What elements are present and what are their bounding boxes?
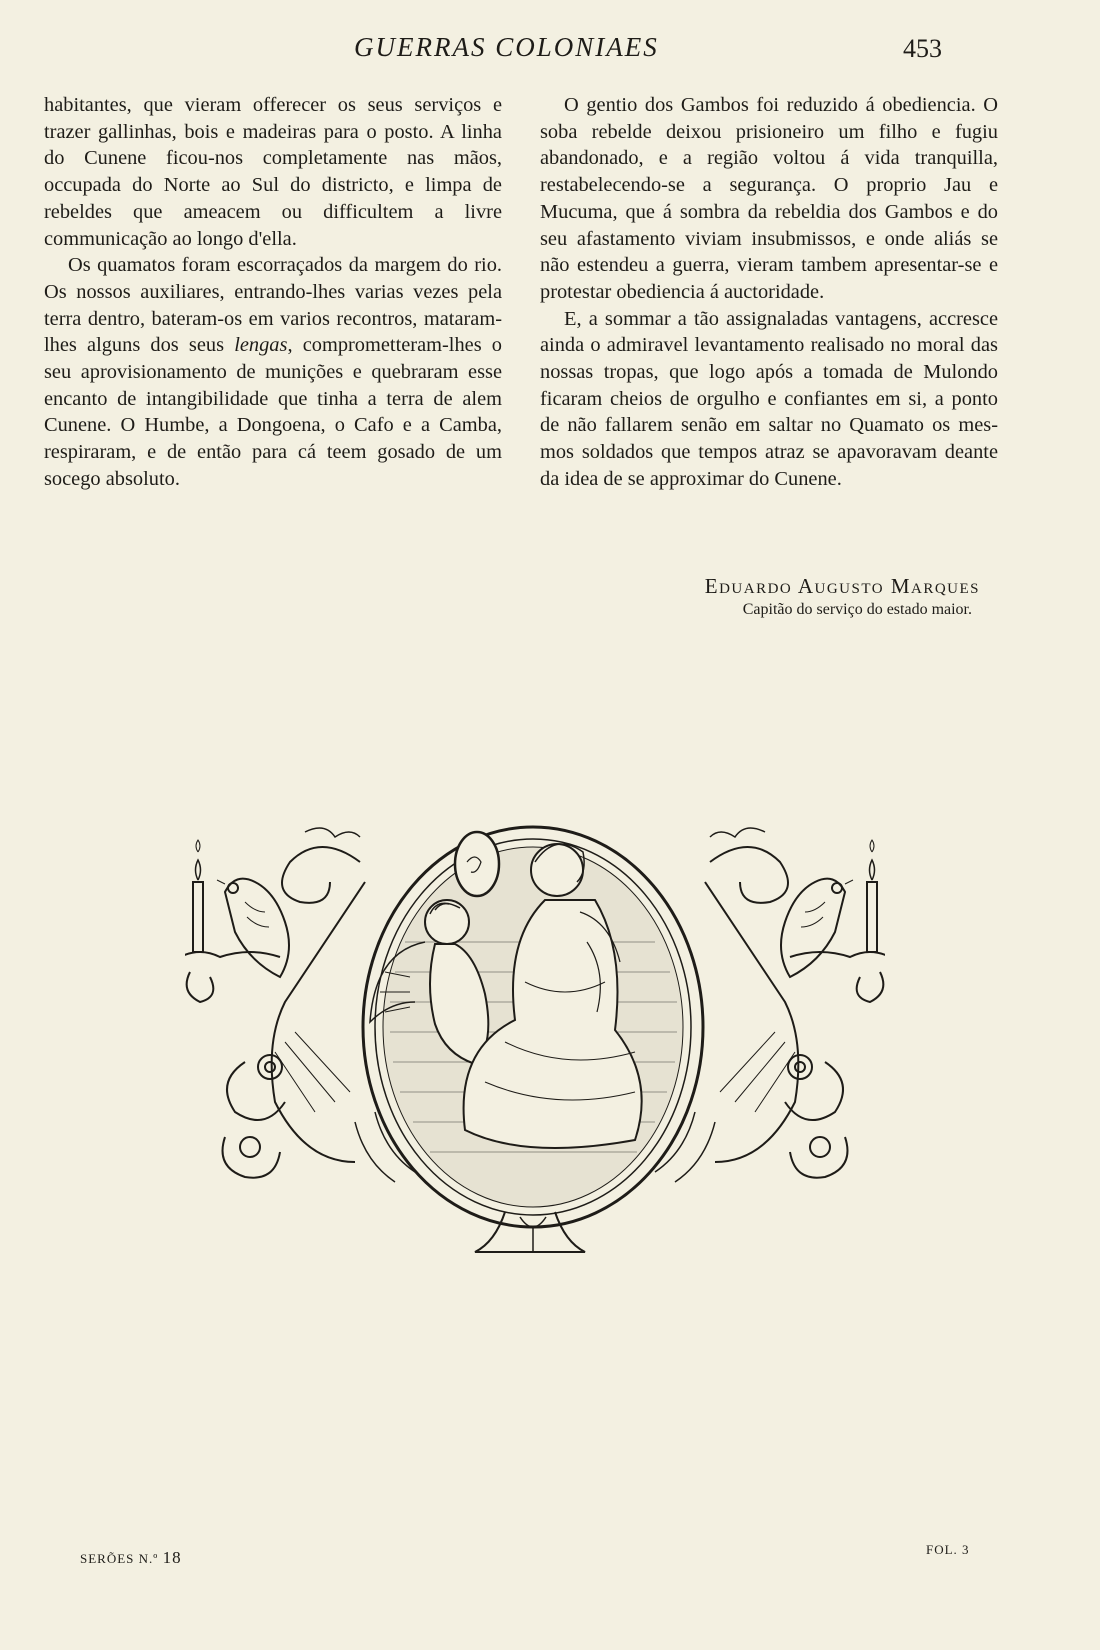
right-column bbox=[540, 92, 998, 493]
footer-issue-label: SERÕES N.º bbox=[80, 1551, 159, 1566]
left-column bbox=[44, 92, 502, 493]
italic-term: lengas bbox=[234, 334, 288, 357]
left-paragraph-1: habitantes, que vieram offerecer os seus serviços e trazer gallinhas, bois e madeiras para o posto. A linha do Cunene ficou-nos completamente nas mãos, occupada do Norte ao Sul do districto, e limpa de rebeldes que ameacem ou difficultem a livre communicação ao longo d'ella. bbox=[44, 94, 502, 250]
footer-issue bbox=[80, 1548, 182, 1568]
cherub-mirror-vignette-icon bbox=[185, 822, 885, 1272]
right-paragraph-1: O gentio dos Gambos foi reduzido á obediencia. O soba rebelde deixou prisioneiro um filho e fugiu abandonado, e a região voltou á vida tranquilla, restabelecendo-se a segurança. O proprio Jau e Mucuma, que á sombra da rebeldia dos Gambos e do seu afastamento viviam insubmissos, e onde aliás se não estendeu a guerra, vieram tambem apresentar-se e protestar obediencia á auctoridade. bbox=[540, 94, 998, 303]
running-head bbox=[0, 32, 1100, 72]
footer-folio: FOL. 3 bbox=[926, 1542, 970, 1557]
page-number: 453 bbox=[903, 34, 942, 63]
author-signature bbox=[600, 574, 980, 619]
author-name: Eduardo Augusto Marques bbox=[704, 574, 980, 598]
right-paragraph-2: E, a sommar a tão assignaladas vantagens, accresce ainda o admiravel levantamento realisado no moral das nossas tropas, que logo após a tomada de Mulondo ficaram cheios de orgulho e confiantes em si, a ponto de não fallarem senão em saltar no Quamato os mesmos soldados que tempos atraz se apavoravam deante da idea de se approximar do Cunene. bbox=[540, 307, 998, 490]
footer-issue-number: 18 bbox=[162, 1548, 182, 1567]
author-role: Capitão do serviço do estado maior. bbox=[742, 601, 972, 618]
left-paragraph-2: Os quamatos foram escorraçados da margem do rio. Os nossos auxiliares, entrando-lhes varias vezes pela terra dentro, bateram-os em varios recontros, mataram-lhes alguns dos seus lengas, comprometteram-lhes o seu aprovisionamento de munições e quebraram esse encanto de intangibilidade que tinha a terra de alem Cunene. O Humbe, a Dongoena, o Cafo e a Camba, respiraram, e de então para cá teem gosado de um socego absoluto. bbox=[44, 254, 502, 490]
running-title: GUERRAS COLONIAES bbox=[354, 32, 659, 62]
